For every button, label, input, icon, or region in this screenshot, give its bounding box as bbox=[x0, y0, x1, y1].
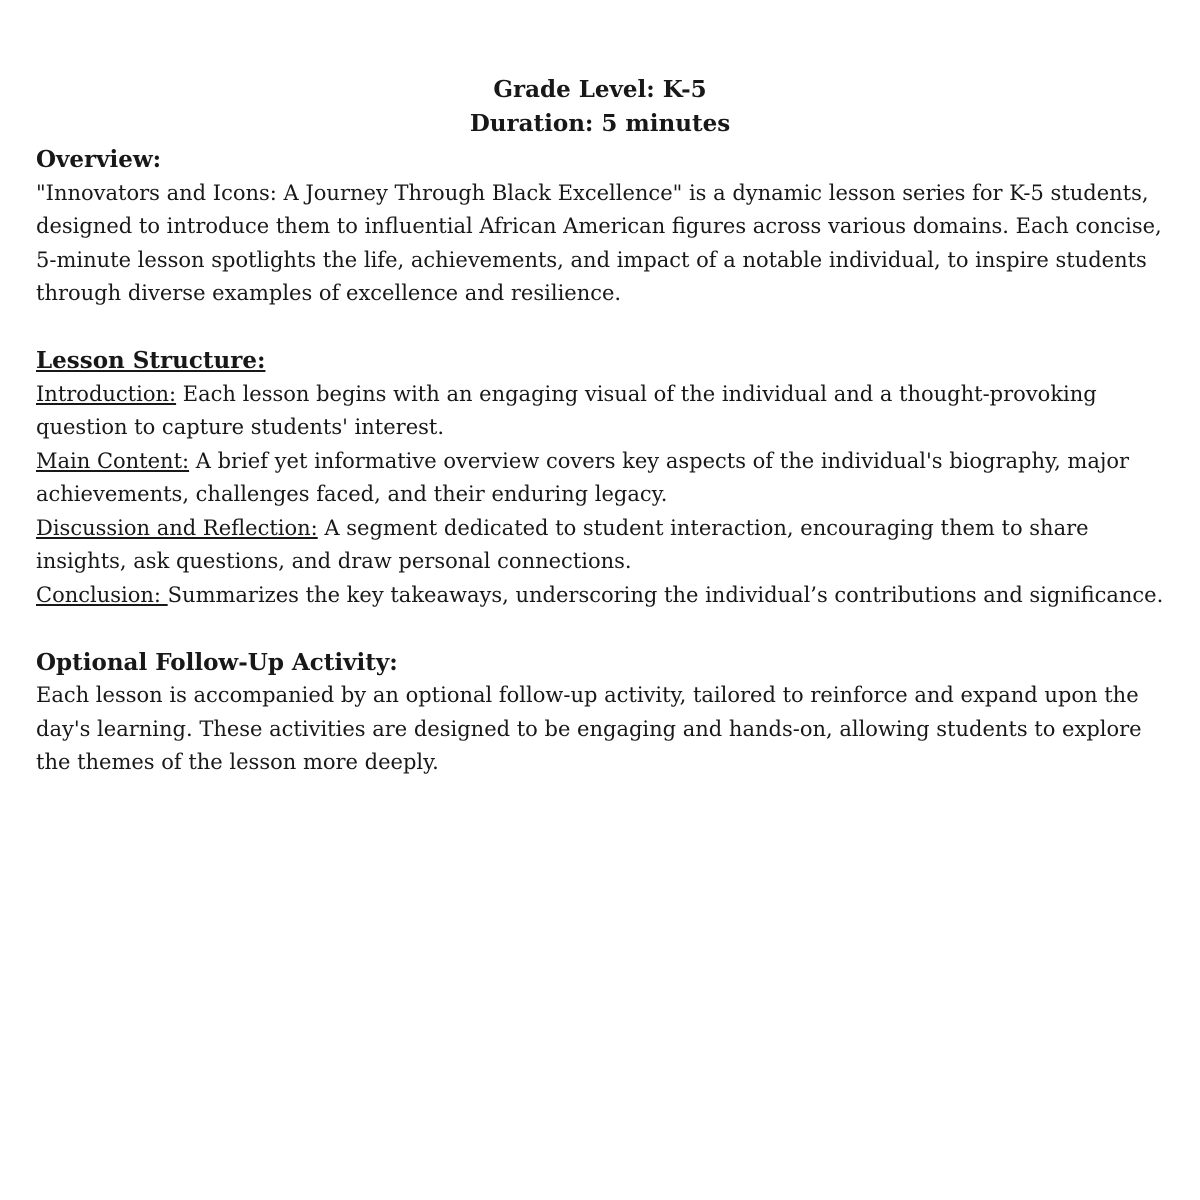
overview-section bbox=[36, 143, 1164, 311]
duration-line: Duration: 5 minutes bbox=[469, 110, 731, 137]
lesson-item-conclusion bbox=[36, 579, 1164, 613]
overview-heading: Overview: bbox=[36, 146, 162, 173]
follow-up-section bbox=[36, 646, 1164, 780]
lesson-item-discussion-text: A segment dedicated to student interaction, encouraging them to share insights, ask questions, and draw personal connections. bbox=[36, 515, 1089, 573]
lesson-item-conclusion-text: Summarizes the key takeaways, underscoring the individual’s contributions and significance. bbox=[167, 582, 1164, 607]
lesson-item-discussion-label: Discussion and Reflection: bbox=[36, 515, 318, 540]
doc-header bbox=[36, 73, 1164, 141]
lesson-item-main-content bbox=[36, 445, 1164, 512]
lesson-structure-heading: Lesson Structure: bbox=[36, 347, 266, 374]
lesson-item-main-content-label: Main Content: bbox=[36, 448, 190, 473]
follow-up-paragraph: Each lesson is accompanied by an optional follow-up activity, tailored to reinforce and expand upon the day's learning. These activities are designed to be engaging and hands-on, allowing students to explore the themes of the lesson more deeply. bbox=[36, 683, 1142, 774]
lesson-item-introduction-label: Introduction: bbox=[36, 381, 177, 406]
lesson-item-introduction bbox=[36, 378, 1164, 445]
lesson-structure-section bbox=[36, 344, 1164, 612]
lesson-item-discussion bbox=[36, 512, 1164, 579]
lesson-item-conclusion-label: Conclusion: bbox=[36, 582, 168, 607]
follow-up-heading: Optional Follow-Up Activity: bbox=[36, 648, 398, 676]
overview-paragraph: "Innovators and Icons: A Journey Through Black Excellence" is a dynamic lesson series for K-5 students, designed to introduce them to influential African American figures across various domains. Each concise, 5-minute lesson spotlights the life, achievements, and impact of a notable individual, to inspire students through diverse examples of excellence and resilience. bbox=[36, 180, 1162, 305]
grade-level-line: Grade Level: K-5 bbox=[493, 76, 707, 103]
lesson-item-main-content-text: A brief yet informative overview covers key aspects of the individual's biography, major achievements, challenges faced, and their enduring legacy. bbox=[36, 448, 1130, 506]
lesson-item-introduction-text: Each lesson begins with an engaging visual of the individual and a thought-provoking question to capture students' interest. bbox=[36, 381, 1097, 439]
